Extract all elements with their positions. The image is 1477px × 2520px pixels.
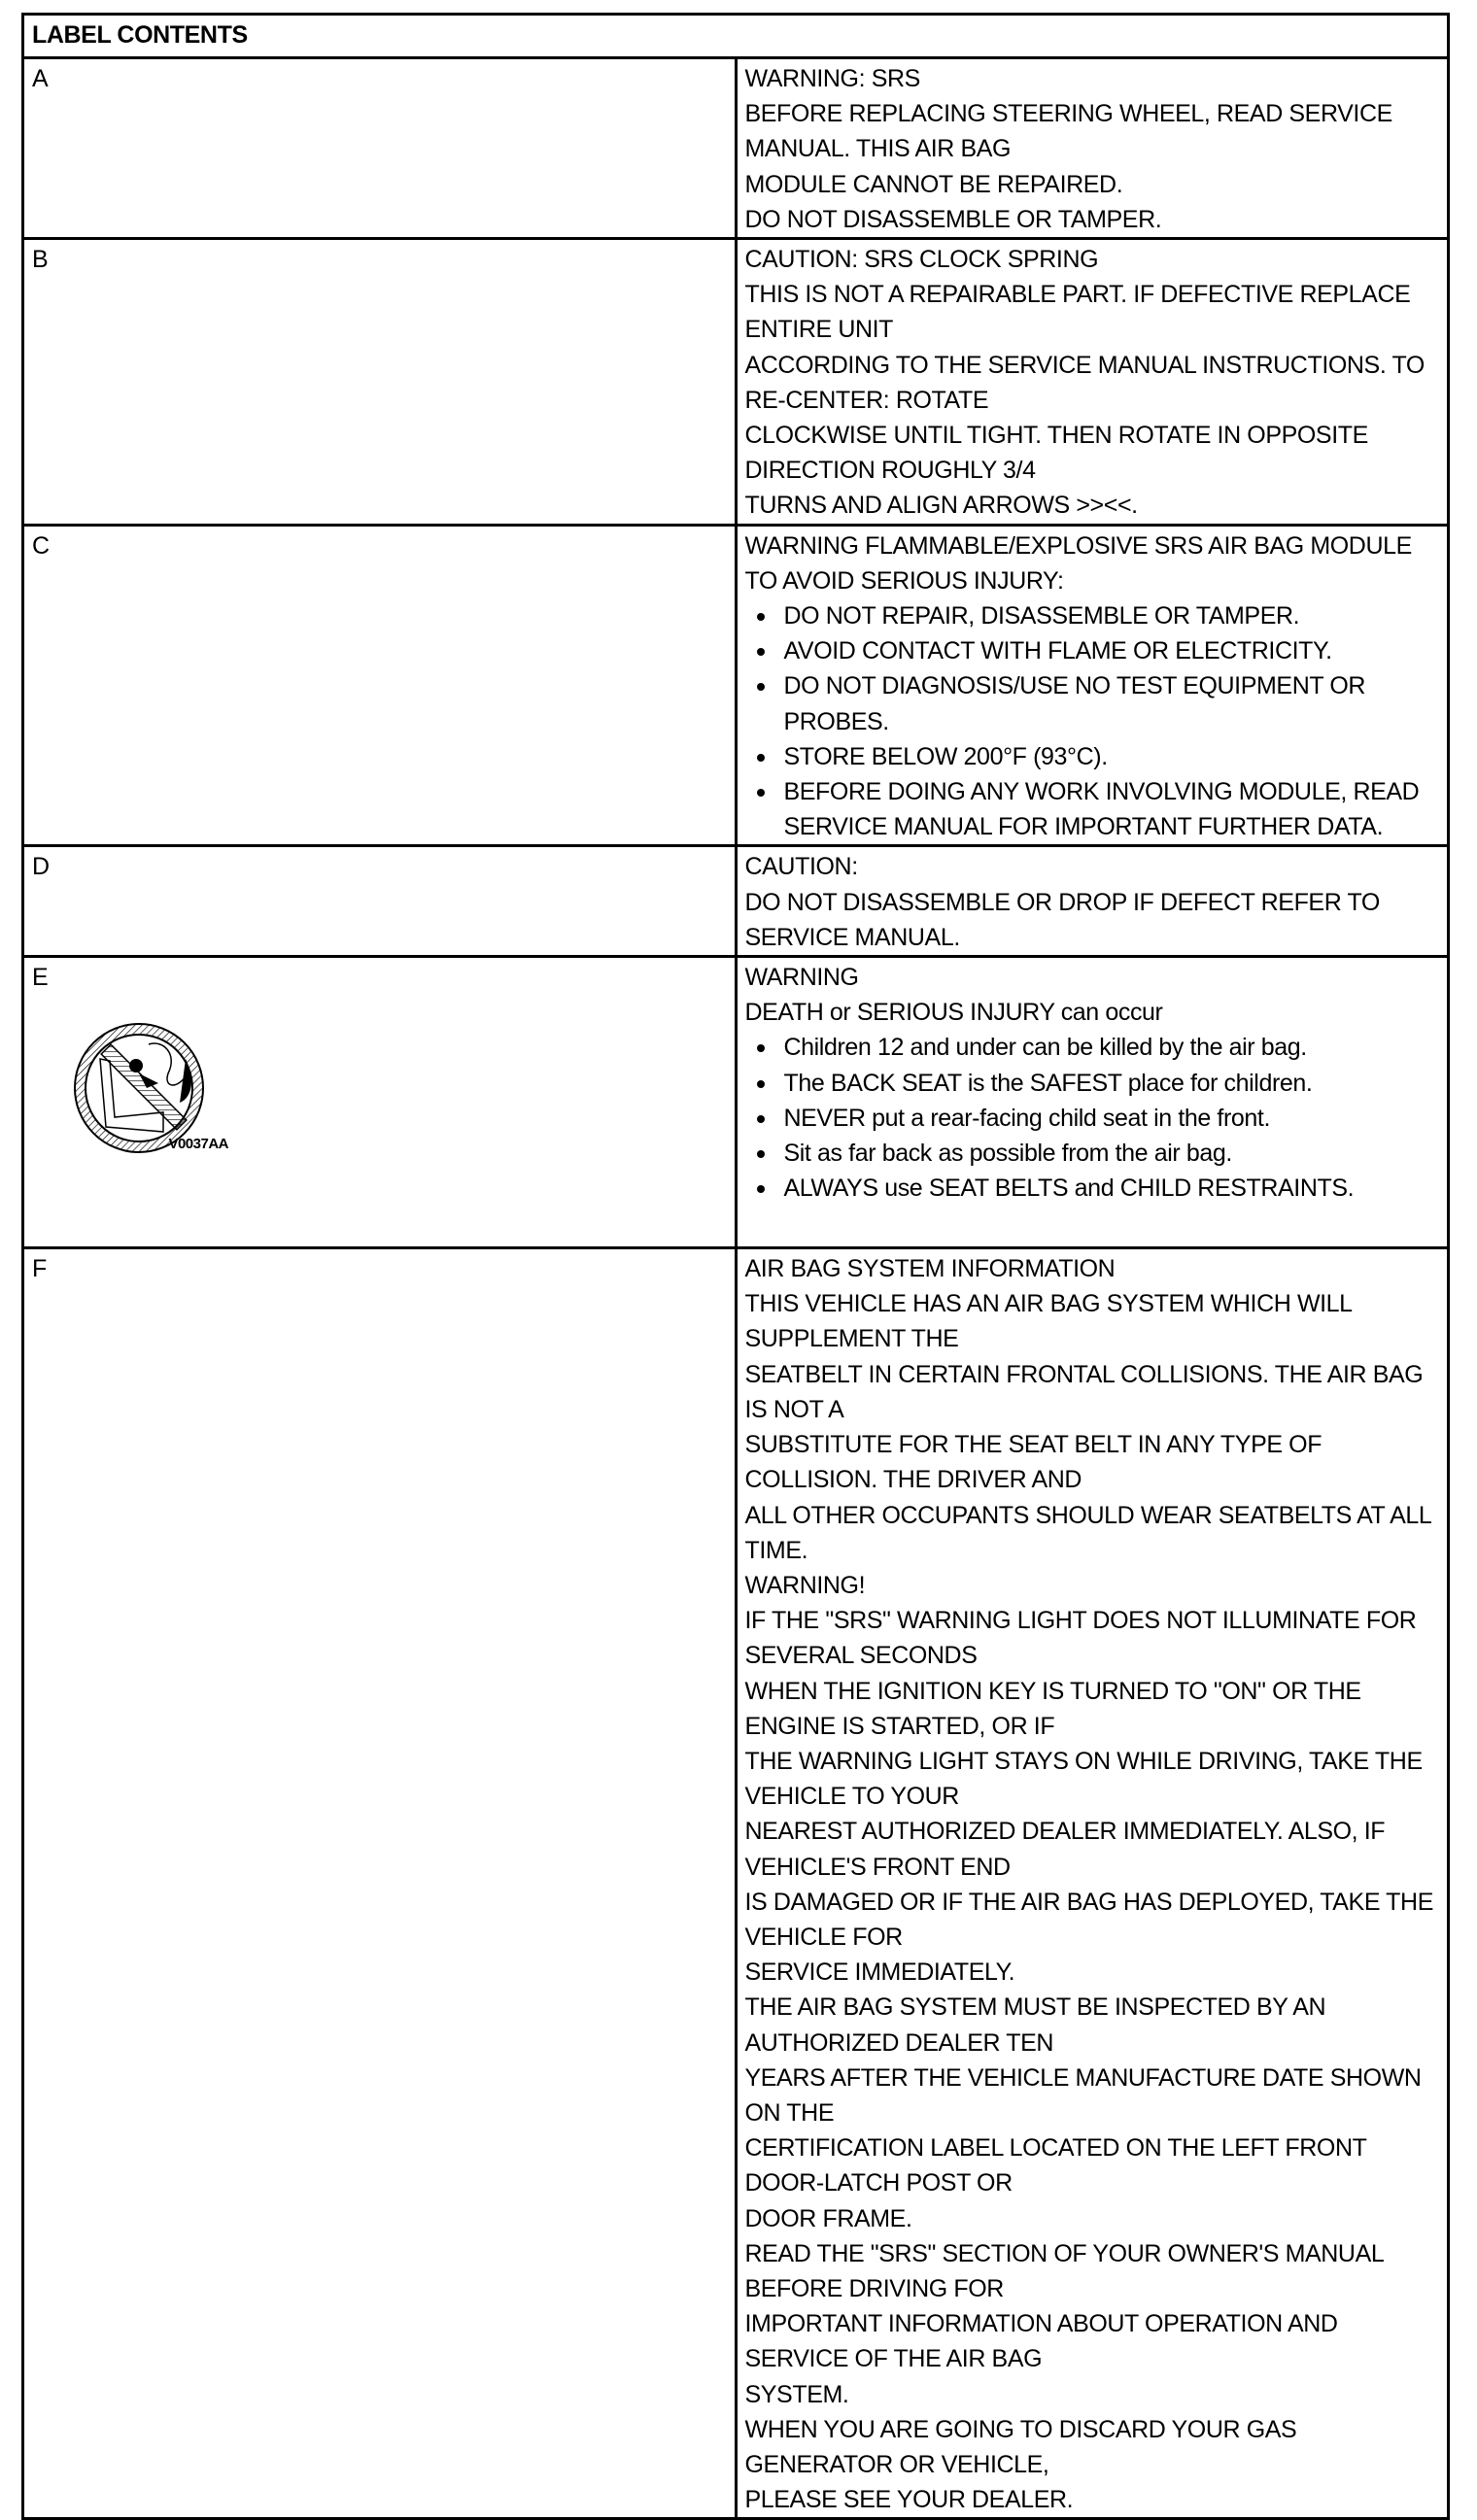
label-text-line: WARNING FLAMMABLE/EXPLOSIVE SRS AIR BAG MODULE bbox=[744, 531, 1412, 560]
label-text-line: THE WARNING LIGHT STAYS ON WHILE DRIVING, TAKE THE VEHICLE TO YOUR bbox=[744, 1747, 1423, 1811]
label-content-cell bbox=[736, 846, 1449, 957]
label-text-line: CAUTION: bbox=[744, 853, 858, 881]
label-text-line: DO NOT DISASSEMBLE OR TAMPER. bbox=[744, 205, 1162, 233]
label-text-line: PLEASE SEE YOUR DEALER. bbox=[744, 2486, 1074, 2514]
label-text-line: WHEN YOU ARE GOING TO DISCARD YOUR GAS GENERATOR OR VEHICLE, bbox=[744, 2415, 1297, 2478]
bullet-item: DO NOT DIAGNOSIS/USE NO TEST EQUIPMENT OR PROBES. bbox=[745, 668, 1440, 738]
label-text-line: TURNS AND ALIGN ARROWS >><<. bbox=[744, 492, 1138, 520]
table-title: LABEL CONTENTS bbox=[23, 15, 1449, 58]
table-header-row bbox=[23, 15, 1449, 58]
label-key: F bbox=[32, 1255, 47, 1283]
label-text-line: TO AVOID SERIOUS INJURY: bbox=[744, 566, 1064, 595]
label-key: D bbox=[32, 853, 50, 881]
label-text-line: DOOR FRAME. bbox=[744, 2204, 912, 2232]
table-row bbox=[23, 846, 1449, 957]
label-text-line: IF THE "SRS" WARNING LIGHT DOES NOT ILLUMINATE FOR SEVERAL SECONDS bbox=[744, 1607, 1417, 1670]
label-key-cell bbox=[23, 525, 737, 846]
label-key-cell bbox=[23, 846, 737, 957]
label-text-line: MODULE CANNOT BE REPAIRED. bbox=[744, 170, 1123, 198]
label-text-line: SERVICE IMMEDIATELY. bbox=[744, 1958, 1015, 1987]
bullet-item: STORE BELOW 200°F (93°C). bbox=[745, 739, 1440, 774]
label-text-line: IS DAMAGED OR IF THE AIR BAG HAS DEPLOYED, TAKE THE VEHICLE FOR bbox=[744, 1888, 1433, 1951]
label-text-line: CLOCKWISE UNTIL TIGHT. THEN ROTATE IN OPPOSITE DIRECTION ROUGHLY 3/4 bbox=[744, 422, 1368, 485]
label-text-line: NEAREST AUTHORIZED DEALER IMMEDIATELY. ALSO, IF VEHICLE'S FRONT END bbox=[744, 1818, 1386, 1881]
pictogram-code: V0037AA bbox=[168, 1136, 228, 1153]
bullet-item: DO NOT REPAIR, DISASSEMBLE OR TAMPER. bbox=[745, 598, 1440, 633]
table-row bbox=[23, 525, 1449, 846]
bullet-item: Children 12 and under can be killed by the air bag. bbox=[745, 1030, 1440, 1065]
label-text-line: WHEN THE IGNITION KEY IS TURNED TO "ON" OR THE ENGINE IS STARTED, OR IF bbox=[744, 1677, 1361, 1740]
label-text-line: IMPORTANT INFORMATION ABOUT OPERATION AND SERVICE OF THE AIR BAG bbox=[744, 2310, 1338, 2373]
label-text-line: THE AIR BAG SYSTEM MUST BE INSPECTED BY AN AUTHORIZED DEALER TEN bbox=[744, 1993, 1326, 2057]
bullet-item: AVOID CONTACT WITH FLAME OR ELECTRICITY. bbox=[745, 633, 1440, 668]
label-text-line: THIS VEHICLE HAS AN AIR BAG SYSTEM WHICH WILL SUPPLEMENT THE bbox=[744, 1290, 1352, 1353]
label-key-cell bbox=[23, 957, 737, 1248]
label-content-cell bbox=[736, 239, 1449, 526]
label-text-line: CERTIFICATION LABEL LOCATED ON THE LEFT FRONT DOOR-LATCH POST OR bbox=[744, 2134, 1367, 2197]
label-content-cell bbox=[736, 525, 1449, 846]
label-text-line: AIR BAG SYSTEM INFORMATION bbox=[744, 1255, 1116, 1283]
bullet-item: NEVER put a rear-facing child seat in the front. bbox=[745, 1101, 1440, 1136]
table-row bbox=[23, 239, 1449, 526]
label-key-cell bbox=[23, 58, 737, 239]
label-key-cell bbox=[23, 1248, 737, 2519]
label-text-line: DEATH or SERIOUS INJURY can occur bbox=[744, 999, 1163, 1027]
label-key-cell bbox=[23, 239, 737, 526]
label-text-line: BEFORE REPLACING STEERING WHEEL, READ SERVICE MANUAL. THIS AIR BAG bbox=[744, 100, 1392, 163]
label-text-line: SEATBELT IN CERTAIN FRONTAL COLLISIONS. THE AIR BAG IS NOT A bbox=[744, 1360, 1424, 1423]
bullet-item: Sit as far back as possible from the air bag. bbox=[745, 1136, 1440, 1171]
label-key: A bbox=[32, 65, 49, 92]
label-text-line: THIS IS NOT A REPAIRABLE PART. IF DEFECTIVE REPLACE ENTIRE UNIT bbox=[744, 281, 1411, 344]
label-text-line: YEARS AFTER THE VEHICLE MANUFACTURE DATE SHOWN ON THE bbox=[744, 2063, 1422, 2127]
table-row bbox=[23, 1248, 1449, 2519]
label-text-line: CAUTION: SRS CLOCK SPRING bbox=[744, 246, 1099, 274]
table-row bbox=[23, 957, 1449, 1248]
label-text-line: ACCORDING TO THE SERVICE MANUAL INSTRUCTIONS. TO RE-CENTER: ROTATE bbox=[744, 351, 1425, 414]
label-text-line: ALL OTHER OCCUPANTS SHOULD WEAR SEATBELTS AT ALL TIME. bbox=[744, 1501, 1431, 1564]
no-child-seat-front-pictogram bbox=[71, 1020, 236, 1156]
label-text-line: WARNING! bbox=[744, 1571, 866, 1599]
label-key: B bbox=[32, 246, 49, 274]
label-text-line: DO NOT DISASSEMBLE OR DROP IF DEFECT REFER TO SERVICE MANUAL. bbox=[744, 888, 1380, 951]
bullet-item: The BACK SEAT is the SAFEST place for children. bbox=[745, 1066, 1440, 1101]
label-key: C bbox=[32, 531, 50, 560]
label-text-line: READ THE "SRS" SECTION OF YOUR OWNER'S MANUAL BEFORE DRIVING FOR bbox=[744, 2239, 1384, 2302]
label-text-line: SUBSTITUTE FOR THE SEAT BELT IN ANY TYPE OF COLLISION. THE DRIVER AND bbox=[744, 1431, 1322, 1494]
label-key: E bbox=[32, 964, 49, 992]
label-text-line: SYSTEM. bbox=[744, 2380, 849, 2408]
bullet-item: BEFORE DOING ANY WORK INVOLVING MODULE, READ SERVICE MANUAL FOR IMPORTANT FURTHER DATA. bbox=[745, 774, 1440, 844]
bullet-list bbox=[745, 1030, 1440, 1206]
label-text-line: WARNING: SRS bbox=[744, 65, 920, 92]
bullet-item: ALWAYS use SEAT BELTS and CHILD RESTRAINTS. bbox=[745, 1171, 1440, 1206]
label-content-cell bbox=[736, 1248, 1449, 2519]
label-contents-table bbox=[21, 13, 1450, 2520]
label-content-cell bbox=[736, 58, 1449, 239]
label-content-cell bbox=[736, 957, 1449, 1248]
bullet-list bbox=[745, 598, 1440, 844]
table-row bbox=[23, 58, 1449, 239]
label-text-line: WARNING bbox=[744, 964, 859, 992]
